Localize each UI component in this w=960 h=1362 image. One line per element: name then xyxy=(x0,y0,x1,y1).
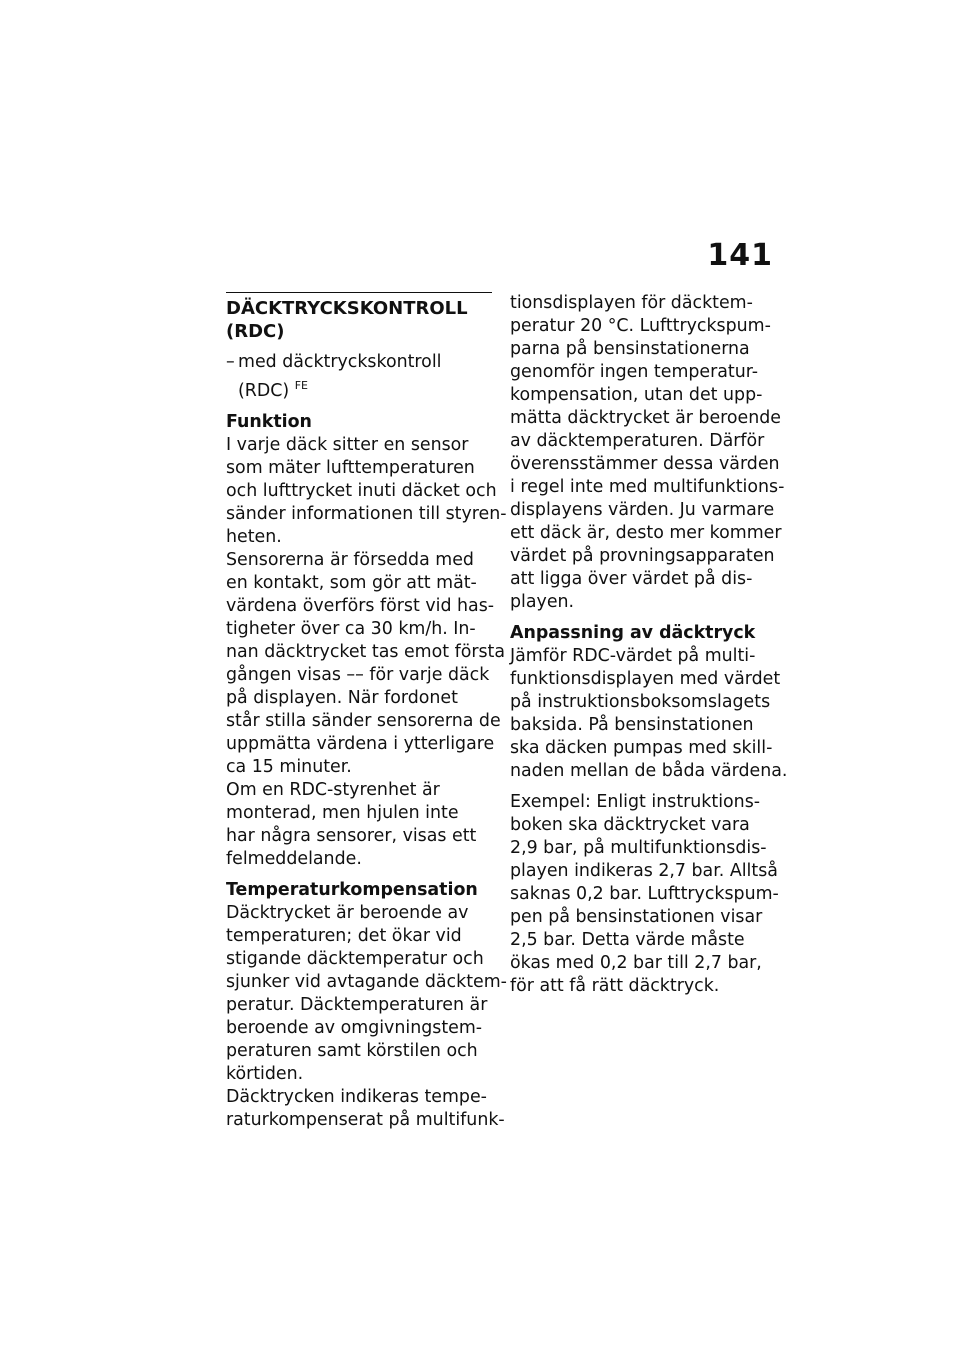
text-line: Däcktrycken indikeras tempe- xyxy=(226,1086,487,1107)
text-line: sjunker vid avtagande däcktem- xyxy=(226,971,507,992)
text-line: mätta däcktrycket är beroende xyxy=(510,408,782,428)
text-line: Sensorerna är försedda med xyxy=(226,549,474,570)
paragraph xyxy=(226,434,507,549)
text-line: står stilla sänder sensorerna de xyxy=(226,710,501,731)
paragraph xyxy=(510,292,785,614)
text-line: monterad, men hjulen inte xyxy=(226,802,459,823)
text-line: som mäter lufttemperaturen xyxy=(226,457,475,478)
text-line: Däcktrycket är beroende av xyxy=(226,902,469,923)
text-line: gången visas –– för varje däck xyxy=(226,664,490,685)
text-line: tionsdisplayen för däcktem- xyxy=(510,293,753,313)
text-line: pen på bensinstationen visar xyxy=(510,907,763,927)
text-line: ca 15 minuter. xyxy=(226,756,352,777)
page-number: 141 xyxy=(707,238,773,273)
text-line: överensstämmer dessa värden xyxy=(510,454,780,474)
text-line: sänder informationen till styren- xyxy=(226,503,507,524)
text-line: ska däcken pumpas med skill- xyxy=(510,738,773,758)
text-line: peraturen samt körstilen och xyxy=(226,1040,478,1061)
left-column xyxy=(226,292,507,1132)
text-line: värdet på provningsapparaten xyxy=(510,546,775,566)
text-line: parna på bensinstationerna xyxy=(510,339,750,359)
text-line: I varje däck sitter en sensor xyxy=(226,434,469,455)
text-line: naden mellan de båda värdena. xyxy=(510,761,788,781)
text-line: i regel inte med multifunktions- xyxy=(510,477,785,497)
text-line: playen indikeras 2,7 bar. Alltså xyxy=(510,861,778,881)
paragraph xyxy=(510,791,778,998)
bullet-dash: – xyxy=(226,352,235,372)
subheading-funktion: Funktion xyxy=(226,411,312,432)
heading-line: DÄCKTRYCKSKONTROLL xyxy=(226,298,468,319)
text-line: körtiden. xyxy=(226,1063,304,1084)
section-heading xyxy=(226,297,494,343)
text-line: att ligga över värdet på dis- xyxy=(510,569,753,589)
text-line: nan däcktrycket tas emot första xyxy=(226,641,506,662)
text-line: har några sensorer, visas ett xyxy=(226,825,477,846)
section-rule xyxy=(226,292,492,293)
text-line: ökas med 0,2 bar till 2,7 bar, xyxy=(510,953,762,973)
text-line: Exempel: Enligt instruktions- xyxy=(510,792,761,812)
paragraph xyxy=(226,1086,505,1132)
text-line: baksida. På bensinstationen xyxy=(510,715,754,735)
text-line: och lufttrycket inuti däcket och xyxy=(226,480,497,501)
subheading-anpassning: Anpassning av däcktryck xyxy=(510,623,756,643)
text-line: kompensation, utan det upp- xyxy=(510,385,763,405)
bullet-text: (RDC) xyxy=(238,380,290,401)
text-line: playen. xyxy=(510,592,575,612)
paragraph xyxy=(226,779,494,871)
text-line: ett däck är, desto mer kommer xyxy=(510,523,782,543)
subheading-temperaturkompensation: Temperaturkompensation xyxy=(226,879,478,900)
text-line: stigande däcktemperatur och xyxy=(226,948,484,969)
text-line: felmeddelande. xyxy=(226,848,362,869)
text-line: temperaturen; det ökar vid xyxy=(226,925,462,946)
text-line: heten. xyxy=(226,526,282,547)
text-line: peratur 20 °C. Lufttryckspum- xyxy=(510,316,771,336)
paragraph xyxy=(226,549,506,779)
text-line: raturkompenserat på multifunk- xyxy=(226,1109,505,1130)
text-line: av däcktemperaturen. Därför xyxy=(510,431,765,451)
heading-line: (RDC) xyxy=(226,321,285,342)
text-line: 2,5 bar. Detta värde måste xyxy=(510,930,745,950)
text-line: genomför ingen temperatur- xyxy=(510,362,759,382)
text-line: displayens värden. Ju varmare xyxy=(510,500,775,520)
equipment-bullet xyxy=(226,351,494,403)
right-column xyxy=(510,292,788,998)
superscript-fe: FE xyxy=(294,379,308,392)
paragraph xyxy=(226,902,507,1086)
text-line: peratur. Däcktemperaturen är xyxy=(226,994,488,1015)
text-line: saknas 0,2 bar. Lufttryckspum- xyxy=(510,884,779,904)
text-line: funktionsdisplayen med värdet xyxy=(510,669,781,689)
text-line: värdena överförs först vid has- xyxy=(226,595,495,616)
text-line: en kontakt, som gör att mät- xyxy=(226,572,477,593)
text-line: uppmätta värdena i ytterligare xyxy=(226,733,495,754)
text-line: tigheter över ca 30 km/h. In- xyxy=(226,618,476,639)
text-line: boken ska däcktrycket vara xyxy=(510,815,750,835)
text-line: 2,9 bar, på multifunktionsdis- xyxy=(510,838,767,858)
text-line: på displayen. När fordonet xyxy=(226,687,458,708)
paragraph xyxy=(510,645,788,783)
text-line: på instruktionsboksomslagets xyxy=(510,692,771,712)
text-line: beroende av omgivningstem- xyxy=(226,1017,483,1038)
text-line: för att få rätt däcktryck. xyxy=(510,976,720,996)
bullet-text: med däcktryckskontroll xyxy=(238,352,442,372)
text-line: Om en RDC-styrenhet är xyxy=(226,779,440,800)
text-line: Jämför RDC-värdet på multi- xyxy=(510,646,756,666)
